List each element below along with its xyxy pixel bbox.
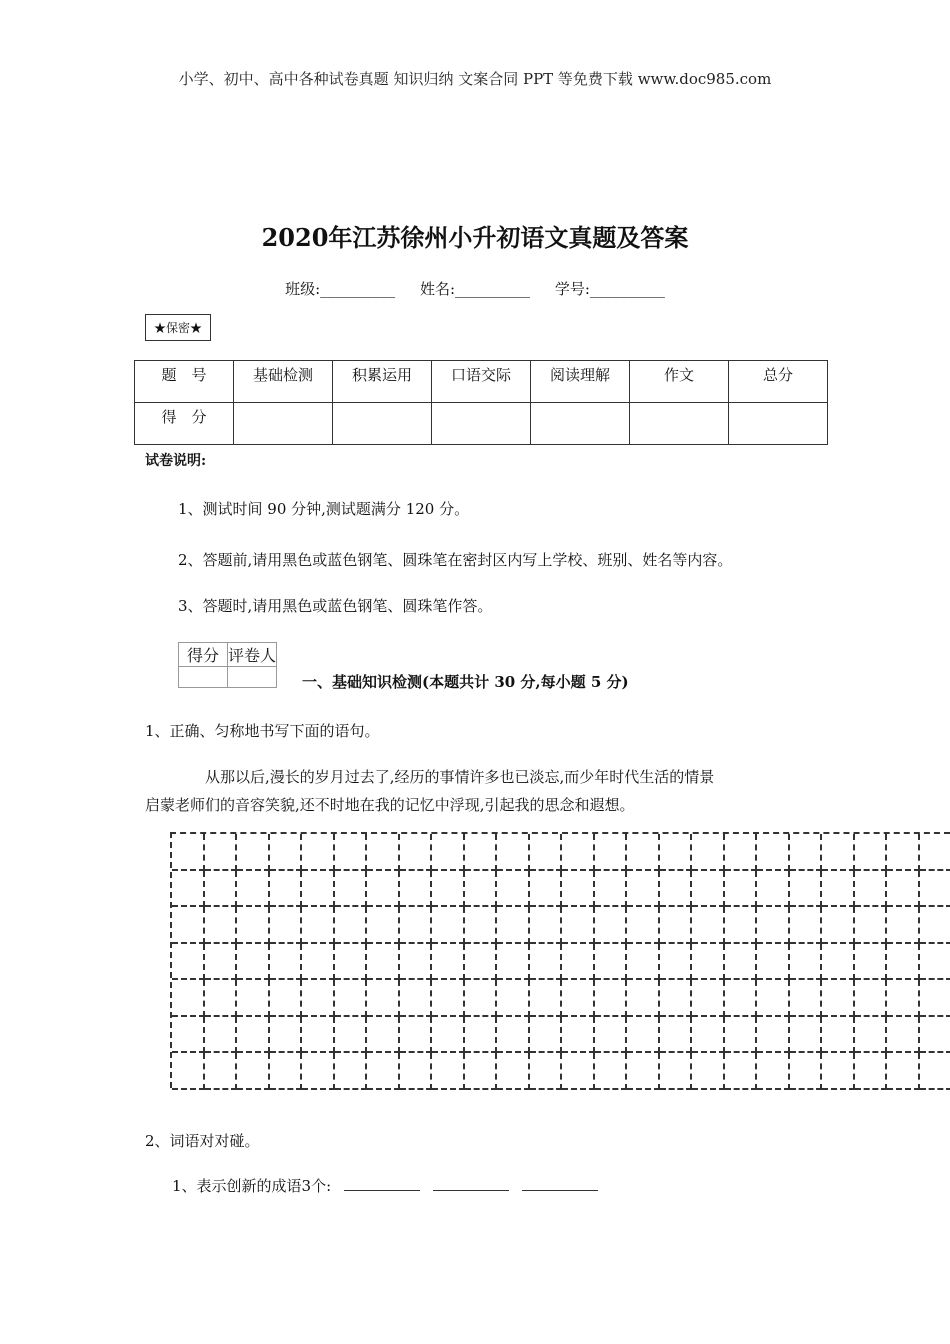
grid-cell[interactable] — [432, 1017, 465, 1054]
grid-cell[interactable] — [335, 1017, 368, 1054]
grid-cell[interactable] — [757, 834, 790, 871]
grid-cell[interactable] — [887, 1053, 920, 1090]
note-item: 1、测试时间 90 分钟,测试题满分 120 分。 — [178, 500, 470, 518]
grid-cell[interactable] — [400, 834, 433, 871]
grid-cell[interactable] — [920, 1053, 950, 1090]
grid-cell[interactable] — [725, 1017, 758, 1054]
grid-cell[interactable] — [400, 871, 433, 908]
grader-score-cell[interactable] — [179, 667, 228, 688]
grid-cell[interactable] — [432, 944, 465, 981]
note-item: 3、答题时,请用黑色或蓝色钢笔、圆珠笔作答。 — [178, 597, 493, 615]
grid-cell[interactable] — [237, 834, 270, 871]
grid-cell[interactable] — [400, 907, 433, 944]
grid-cell[interactable] — [562, 980, 595, 1017]
grid-cell[interactable] — [595, 834, 628, 871]
notes-title: 试卷说明: — [145, 453, 207, 469]
grid-cell[interactable] — [205, 1053, 238, 1090]
grid-cell[interactable] — [432, 871, 465, 908]
grid-cell[interactable] — [497, 1017, 530, 1054]
grid-cell[interactable] — [562, 944, 595, 981]
grid-cell[interactable] — [400, 1053, 433, 1090]
grid-cell[interactable] — [400, 944, 433, 981]
grid-cell[interactable] — [887, 871, 920, 908]
passage-line-2: 启蒙老师们的音容笑貌,还不时地在我的记忆中浮现,引起我的思念和遐想。 — [145, 796, 635, 814]
grid-cell[interactable] — [335, 944, 368, 981]
grid-cell[interactable] — [887, 980, 920, 1017]
grid-cell[interactable] — [302, 1053, 335, 1090]
score-cell[interactable] — [531, 403, 630, 445]
grid-cell[interactable] — [497, 980, 530, 1017]
grid-cell[interactable] — [887, 907, 920, 944]
score-table-header: 基础检测 — [234, 361, 333, 403]
grid-cell[interactable] — [725, 834, 758, 871]
grid-cell[interactable] — [920, 1017, 950, 1054]
grid-cell[interactable] — [692, 944, 725, 981]
grid-cell[interactable] — [757, 1017, 790, 1054]
grid-cell[interactable] — [692, 1017, 725, 1054]
confidential-badge: ★保密★ — [145, 314, 211, 341]
grid-cell[interactable] — [660, 834, 693, 871]
grader-name-cell[interactable] — [228, 667, 277, 688]
grid-cell[interactable] — [237, 871, 270, 908]
grid-cell[interactable] — [887, 944, 920, 981]
grid-cell[interactable] — [627, 871, 660, 908]
grid-cell[interactable] — [270, 834, 303, 871]
grader-score-label: 得分 — [179, 643, 228, 667]
grid-cell[interactable] — [172, 1017, 205, 1054]
grid-cell[interactable] — [822, 1053, 855, 1090]
grid-cell[interactable] — [692, 1053, 725, 1090]
grid-cell[interactable] — [887, 834, 920, 871]
grid-cell[interactable] — [595, 944, 628, 981]
grid-cell[interactable] — [530, 944, 563, 981]
grid-cell[interactable] — [497, 907, 530, 944]
grid-cell[interactable] — [237, 944, 270, 981]
grid-cell[interactable] — [725, 871, 758, 908]
name-field: 姓名:__________ — [419, 280, 531, 298]
grid-cell[interactable] — [367, 1017, 400, 1054]
grid-cell[interactable] — [790, 980, 823, 1017]
answer-blank[interactable] — [344, 1175, 420, 1191]
score-table-header: 积累运用 — [333, 361, 432, 403]
grid-cell[interactable] — [367, 980, 400, 1017]
grid-cell[interactable] — [172, 907, 205, 944]
passage-line-1: 从那以后,漫长的岁月过去了,经历的事情许多也已淡忘,而少年时代生活的情景 — [205, 768, 715, 786]
grid-cell[interactable] — [855, 907, 888, 944]
grid-cell[interactable] — [400, 1017, 433, 1054]
grid-cell[interactable] — [237, 980, 270, 1017]
grid-cell[interactable] — [335, 980, 368, 1017]
grid-cell[interactable] — [692, 871, 725, 908]
grid-cell[interactable] — [205, 871, 238, 908]
question-2-sub-1 — [172, 1175, 598, 1196]
grid-cell[interactable] — [627, 1053, 660, 1090]
grid-cell[interactable] — [660, 1053, 693, 1090]
grid-cell[interactable] — [465, 871, 498, 908]
grid-cell[interactable] — [692, 834, 725, 871]
note-item: 2、答题前,请用黑色或蓝色钢笔、圆珠笔在密封区内写上学校、班别、姓名等内容。 — [178, 551, 733, 569]
grid-cell[interactable] — [855, 1017, 888, 1054]
grid-cell[interactable] — [855, 980, 888, 1017]
grid-cell[interactable] — [530, 834, 563, 871]
grid-cell[interactable] — [920, 944, 950, 981]
grid-cell[interactable] — [367, 944, 400, 981]
grid-cell[interactable] — [855, 834, 888, 871]
grid-cell[interactable] — [595, 907, 628, 944]
grid-cell[interactable] — [660, 944, 693, 981]
grid-cell[interactable] — [335, 871, 368, 908]
grid-cell[interactable] — [757, 1053, 790, 1090]
grid-cell[interactable] — [465, 1053, 498, 1090]
grid-cell[interactable] — [822, 871, 855, 908]
score-table-row — [135, 403, 828, 445]
grid-cell[interactable] — [920, 907, 950, 944]
question-1-prompt: 1、正确、匀称地书写下面的语句。 — [145, 722, 380, 740]
grid-cell[interactable] — [822, 1017, 855, 1054]
grid-cell[interactable] — [432, 907, 465, 944]
writing-grid[interactable] — [170, 832, 950, 1088]
score-cell[interactable] — [432, 403, 531, 445]
grid-cell[interactable] — [627, 980, 660, 1017]
score-cell[interactable] — [333, 403, 432, 445]
grid-cell[interactable] — [172, 834, 205, 871]
grid-cell[interactable] — [432, 834, 465, 871]
score-table-header: 题 号 — [135, 361, 234, 403]
class-field: 班级:__________ — [285, 280, 396, 298]
grid-cell[interactable] — [205, 907, 238, 944]
grid-cell[interactable] — [367, 907, 400, 944]
grader-table — [178, 642, 277, 688]
student-id-field: 学号:__________ — [554, 280, 665, 298]
grid-cell[interactable] — [595, 1017, 628, 1054]
grid-cell[interactable] — [432, 1053, 465, 1090]
grid-cell[interactable] — [302, 944, 335, 981]
score-table-header: 总分 — [729, 361, 828, 403]
grid-cell[interactable] — [237, 907, 270, 944]
grid-cell[interactable] — [465, 834, 498, 871]
grid-cell[interactable] — [790, 834, 823, 871]
answer-blank[interactable] — [522, 1175, 598, 1191]
grid-cell[interactable] — [497, 1053, 530, 1090]
grid-cell[interactable] — [660, 907, 693, 944]
grid-cell[interactable] — [367, 1053, 400, 1090]
grid-cell[interactable] — [660, 1017, 693, 1054]
grid-cell[interactable] — [790, 907, 823, 944]
grid-cell[interactable] — [725, 944, 758, 981]
score-row-label: 得 分 — [135, 403, 234, 445]
grid-cell[interactable] — [497, 871, 530, 908]
grader-name-label: 评卷人 — [228, 643, 277, 667]
grid-cell[interactable] — [237, 1053, 270, 1090]
grid-cell[interactable] — [562, 907, 595, 944]
question-2-prompt: 2、词语对对碰。 — [145, 1132, 260, 1150]
page-title: 2020年江苏徐州小升初语文真题及答案 — [261, 223, 689, 252]
grid-cell[interactable] — [530, 907, 563, 944]
grid-cell[interactable] — [465, 980, 498, 1017]
grid-cell[interactable] — [660, 871, 693, 908]
grid-cell[interactable] — [595, 980, 628, 1017]
grid-cell[interactable] — [335, 907, 368, 944]
grid-cell[interactable] — [757, 944, 790, 981]
grid-cell[interactable] — [692, 907, 725, 944]
grid-cell[interactable] — [530, 980, 563, 1017]
grid-cell[interactable] — [790, 871, 823, 908]
grid-cell[interactable] — [172, 980, 205, 1017]
section-title: 一、基础知识检测(本题共计 30 分,每小题 5 分) — [302, 673, 629, 691]
grid-cell[interactable] — [302, 1017, 335, 1054]
grid-cell[interactable] — [270, 1053, 303, 1090]
score-table-header: 阅读理解 — [531, 361, 630, 403]
grid-cell[interactable] — [757, 907, 790, 944]
grid-cell[interactable] — [302, 980, 335, 1017]
grid-cell[interactable] — [270, 907, 303, 944]
grid-cell[interactable] — [205, 834, 238, 871]
grid-cell[interactable] — [660, 980, 693, 1017]
grid-cell[interactable] — [367, 834, 400, 871]
grid-cell[interactable] — [855, 871, 888, 908]
grid-cell[interactable] — [302, 907, 335, 944]
grid-cell[interactable] — [172, 944, 205, 981]
grid-cell[interactable] — [790, 1053, 823, 1090]
grid-cell[interactable] — [335, 1053, 368, 1090]
score-table-header-row — [135, 361, 828, 403]
page-header: 小学、初中、高中各种试卷真题 知识归纳 文案合同 PPT 等免费下载 www.doc985.com — [178, 70, 772, 88]
grid-cell[interactable] — [237, 1017, 270, 1054]
grid-cell[interactable] — [497, 944, 530, 981]
grid-cell[interactable] — [562, 1053, 595, 1090]
student-info-line — [0, 278, 950, 299]
grid-cell[interactable] — [270, 980, 303, 1017]
grid-cell[interactable] — [172, 1053, 205, 1090]
score-cell[interactable] — [729, 403, 828, 445]
grid-cell[interactable] — [627, 834, 660, 871]
grid-cell[interactable] — [562, 834, 595, 871]
grid-cell[interactable] — [757, 871, 790, 908]
grid-cell[interactable] — [530, 871, 563, 908]
sub-question-label: 1、表示创新的成语3个: — [172, 1177, 332, 1195]
grid-cell[interactable] — [725, 907, 758, 944]
score-table-header: 口语交际 — [432, 361, 531, 403]
grid-cell[interactable] — [205, 944, 238, 981]
grid-cell[interactable] — [172, 871, 205, 908]
score-table — [134, 360, 828, 445]
grid-cell[interactable] — [465, 944, 498, 981]
grid-cell[interactable] — [465, 907, 498, 944]
score-cell[interactable] — [234, 403, 333, 445]
grid-cell[interactable] — [562, 1017, 595, 1054]
grid-cell[interactable] — [497, 834, 530, 871]
grid-cell[interactable] — [627, 907, 660, 944]
grid-cell[interactable] — [822, 980, 855, 1017]
grid-cell[interactable] — [920, 871, 950, 908]
grid-cell[interactable] — [920, 980, 950, 1017]
score-table-header: 作文 — [630, 361, 729, 403]
grid-cell[interactable] — [270, 1017, 303, 1054]
grid-cell[interactable] — [725, 980, 758, 1017]
grid-cell[interactable] — [270, 944, 303, 981]
grid-cell[interactable] — [627, 1017, 660, 1054]
grid-cell[interactable] — [595, 1053, 628, 1090]
grid-cell[interactable] — [855, 944, 888, 981]
grid-cell[interactable] — [302, 871, 335, 908]
grid-cell[interactable] — [757, 980, 790, 1017]
answer-blank[interactable] — [433, 1175, 509, 1191]
grid-cell[interactable] — [855, 1053, 888, 1090]
grid-cell[interactable] — [725, 1053, 758, 1090]
grid-cell[interactable] — [270, 871, 303, 908]
grid-cell[interactable] — [595, 871, 628, 908]
grid-cell[interactable] — [692, 980, 725, 1017]
grid-cell[interactable] — [790, 1017, 823, 1054]
grid-cell[interactable] — [920, 834, 950, 871]
grid-cell[interactable] — [822, 944, 855, 981]
grid-cell[interactable] — [822, 907, 855, 944]
grid-cell[interactable] — [335, 834, 368, 871]
grid-cell[interactable] — [627, 944, 660, 981]
grid-cell[interactable] — [367, 871, 400, 908]
grid-cell[interactable] — [205, 1017, 238, 1054]
grid-cell[interactable] — [205, 980, 238, 1017]
score-cell[interactable] — [630, 403, 729, 445]
grid-cell[interactable] — [562, 871, 595, 908]
grid-cell[interactable] — [400, 980, 433, 1017]
grid-cell[interactable] — [302, 834, 335, 871]
grid-cell[interactable] — [465, 1017, 498, 1054]
grid-cell[interactable] — [530, 1017, 563, 1054]
grid-cell[interactable] — [530, 1053, 563, 1090]
grid-cell[interactable] — [822, 834, 855, 871]
grid-cell[interactable] — [432, 980, 465, 1017]
grid-cell[interactable] — [790, 944, 823, 981]
grid-cell[interactable] — [887, 1017, 920, 1054]
